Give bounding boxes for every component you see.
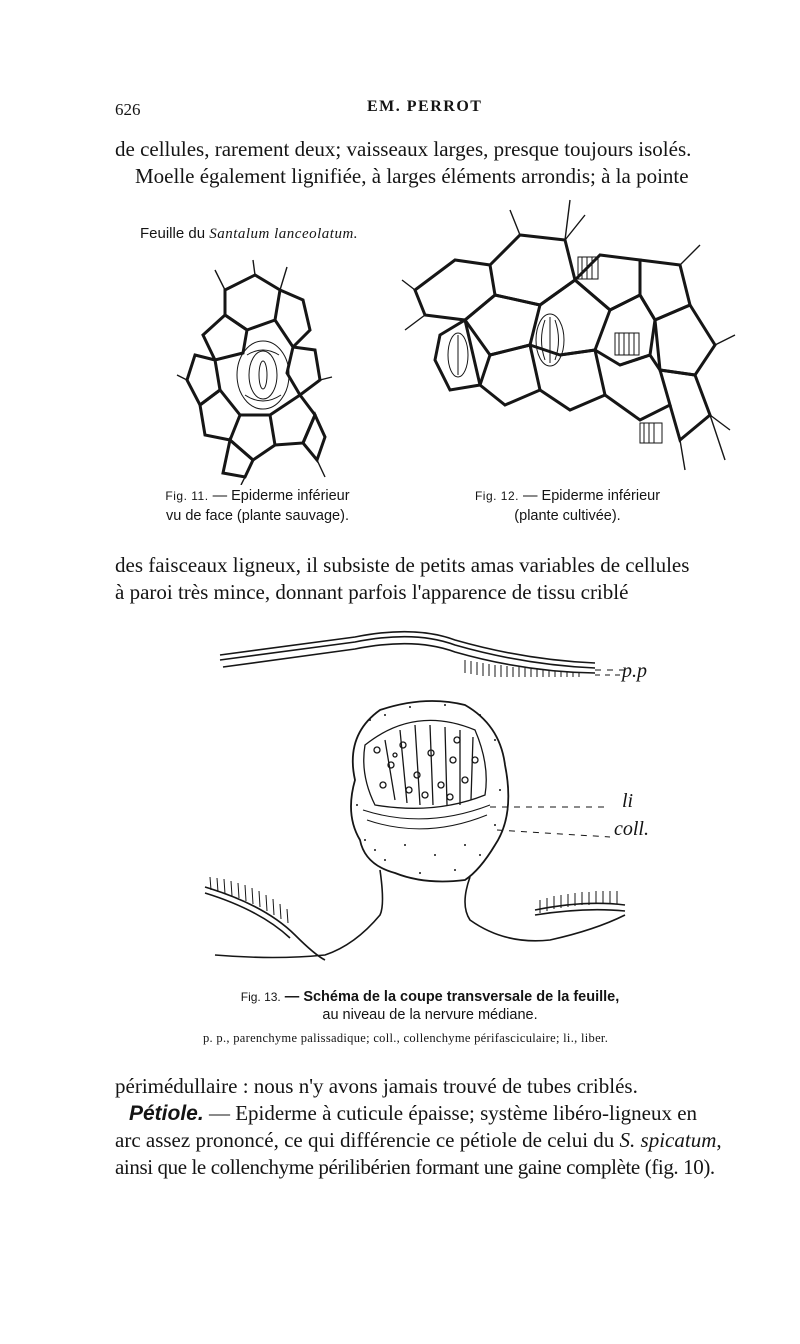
fig13-upper-epidermis xyxy=(220,632,595,673)
paragraph-3-line-3-end: , xyxy=(716,1128,722,1152)
fig11-caption-line-1 xyxy=(140,486,375,506)
species-name-spicatum: S. spicatum xyxy=(619,1128,717,1152)
fig12-broken-walls xyxy=(402,200,735,470)
fig13-caption-title: — Schéma de la coupe transversale de la feuille, xyxy=(284,989,620,1005)
paragraph-3 xyxy=(115,1073,722,1181)
fig11-stoma xyxy=(237,341,289,409)
fig12-caption xyxy=(450,486,685,526)
fig11-caption xyxy=(140,486,375,526)
fig12-caption-line-1 xyxy=(450,486,685,506)
figure-group-title-species: Santalum lanceolatum. xyxy=(209,226,359,242)
fig13-lower-epidermis xyxy=(205,887,625,960)
fig13-lower-rib xyxy=(215,870,625,958)
paragraph-3-line-2 xyxy=(115,1100,715,1127)
fig11-subtitle: vu de face (plante sauvage). xyxy=(166,508,349,524)
fig13-label-li: li xyxy=(622,790,634,812)
fig13-label-pp: p.p xyxy=(622,660,647,682)
fig12-subtitle: (plante cultivée). xyxy=(514,508,621,524)
paragraph-1-line-1: de cellules, rarement deux; vaisseaux larges, presque toujours isolés. xyxy=(115,137,692,161)
fig13-caption-line-2: au niveau de la nervure médiane. xyxy=(322,1007,538,1023)
fig12-title: — Epiderme inférieur xyxy=(523,488,661,504)
paragraph-1 xyxy=(115,136,715,190)
fig13-collenchyme-stipple xyxy=(356,704,501,874)
fig13-label: Fig. 13. xyxy=(240,990,281,1004)
fig13-leader-lines xyxy=(490,670,630,837)
fig12-cell-walls xyxy=(415,235,715,440)
paragraph-1-line-2: Moelle également lignifiée, à larges éléments arrondis; à la pointe xyxy=(135,164,689,188)
paragraph-3-line-1: périmédullaire : nous n'y avons jamais trouvé de tubes criblés. xyxy=(115,1074,638,1098)
page-number: 626 xyxy=(115,100,141,119)
fig11-label: Fig. 11. xyxy=(165,489,209,503)
fig12-drawing xyxy=(400,195,745,485)
fig13-legend: p. p., parenchyme palissadique; coll., collenchyme périfasciculaire; li., liber. xyxy=(203,1031,609,1045)
fig11-drawing xyxy=(175,255,335,485)
paragraph-3-line-4: ainsi que le collenchyme périlibérien formant une gaine complète (fig. 10). xyxy=(115,1155,715,1179)
paragraph-2-line-1: des faisceaux ligneux, il subsiste de petits amas variables de cellules xyxy=(115,553,690,577)
running-head-author: EM. PERROT xyxy=(367,98,483,115)
paragraph-3-line-3-text: arc assez prononcé, ce qui différencie ce pétiole de celui du xyxy=(115,1128,620,1152)
paragraph-2-line-2: à paroi très mince, donnant parfois l'apparence de tissu criblé xyxy=(115,580,629,604)
fig11-cell-walls xyxy=(187,275,325,477)
fig12-stomata xyxy=(448,257,662,443)
paragraph-2 xyxy=(115,552,715,606)
fig13-caption xyxy=(190,988,670,1024)
paragraph-3-line-3 xyxy=(115,1127,722,1154)
fig11-title: — Epiderme inférieur xyxy=(212,488,350,504)
section-heading-petiole: Pétiole. xyxy=(129,1102,204,1125)
figure-group-title xyxy=(140,225,358,243)
fig13-caption-line-1 xyxy=(190,988,670,1006)
fig12-label: Fig. 12. xyxy=(474,489,519,503)
fig13-xylem xyxy=(364,720,487,808)
paragraph-3-line-2-text: — Epiderme à cuticule épaisse; système libéro-ligneux en xyxy=(203,1101,698,1125)
figure-group-title-prefix: Feuille du xyxy=(140,225,206,242)
fig13-label-coll: coll. xyxy=(614,818,649,840)
fig13-palisade-upper xyxy=(465,660,620,677)
fig13-drawing xyxy=(195,615,675,985)
